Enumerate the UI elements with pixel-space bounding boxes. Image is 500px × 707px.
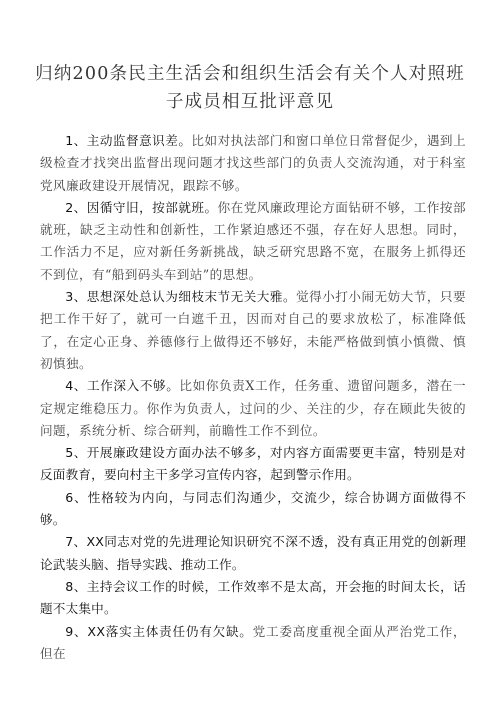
paragraph-lead: 主动监督意识差。 — [86, 133, 192, 148]
paragraph-lead: 主持会议工作的时候，工作效率不是太高，开会拖的时间太长，话题不太集中。 — [40, 578, 466, 617]
paragraph-number: 2、 — [65, 199, 87, 215]
paragraph-text: 比如你负责X工作，任务重、遗留问题多，潜在一定规定维稳压力。你作为负责人，过问的少、关注的少，存在顾此失彼的问题，系统分析、综合研判，前瞻性工作不到位。 — [40, 378, 466, 438]
paragraph-9 — [40, 621, 466, 666]
paragraph-number: 3、 — [65, 289, 87, 305]
paragraph-number: 9、 — [65, 623, 88, 639]
paragraph-lead: 工作深入不够。 — [87, 378, 180, 394]
paragraph-3 — [40, 286, 466, 375]
paragraph-number: 1、 — [65, 133, 87, 148]
paragraph-number: 8、 — [65, 578, 87, 594]
paragraph-7 — [40, 531, 466, 576]
paragraph-lead: XX落实主体责任仍有欠缺。 — [87, 623, 253, 639]
paragraph-number: 6、 — [65, 489, 88, 505]
paragraph-text: 觉得小打小闹无妨大节，只要把工作干好了，就可一白遮千丑，因而对自己的要求放松了，标准降低了，在定心正身、养德修行上做得还不够好，未能严格做到慎小慎微、慎初慎独。 — [40, 289, 466, 371]
paragraph-number: 5、 — [65, 445, 87, 461]
paragraph-4 — [40, 375, 466, 442]
document-body — [40, 130, 466, 665]
paragraph-6 — [40, 487, 466, 532]
paragraph-8 — [40, 576, 466, 621]
paragraph-2 — [40, 197, 466, 286]
paragraph-number: 7、 — [65, 534, 87, 550]
paragraph-lead: 性格较为内向，与同志们沟通少，交流少，综合协调方面做得不够。 — [40, 489, 466, 528]
document-title: 归纳200条民主生活会和组织生活会有关个人对照班子成员相互批评意见 — [35, 64, 465, 112]
paragraph-text: 党工委高度重视全面从严治党工作，但在 — [40, 623, 466, 661]
paragraph-number: 4、 — [65, 378, 88, 394]
paragraph-5 — [40, 442, 466, 487]
paragraph-text: 比如对执法部门和窗口单位日常督促少，遇到上级检查才找突出监督出现问题才找这些部门的负责人交流沟通，对于科室党风廉政建设开展情况，跟踪不够。 — [40, 133, 466, 193]
paragraph-lead: 开展廉政建设方面办法不够多，对内容方面需要更丰富，特别是对反面教育，要向村主干多学习宣传内容，起到警示作用。 — [40, 445, 466, 483]
paragraph-lead: 因循守旧，按部就班。 — [86, 199, 218, 215]
paragraph-1 — [40, 130, 466, 197]
paragraph-lead: 思想深处总认为细枝末节无关大雅。 — [86, 289, 297, 305]
paragraph-lead: XX同志对党的先进理论知识研究不深不透，没有真正用党的创新理论武装头脑、指导实践、推动工作。 — [40, 534, 466, 572]
paragraph-text: 你在党风廉政理论方面钻研不够，工作按部就班，缺乏主动性和创新性，工作紧迫感还不强，存在好人思想。同时，工作活力不足，应对新任务新挑战，缺乏研究思路不宽，在服务上抓得还不到位，有“船到码头车到站”的思想。 — [40, 199, 466, 282]
